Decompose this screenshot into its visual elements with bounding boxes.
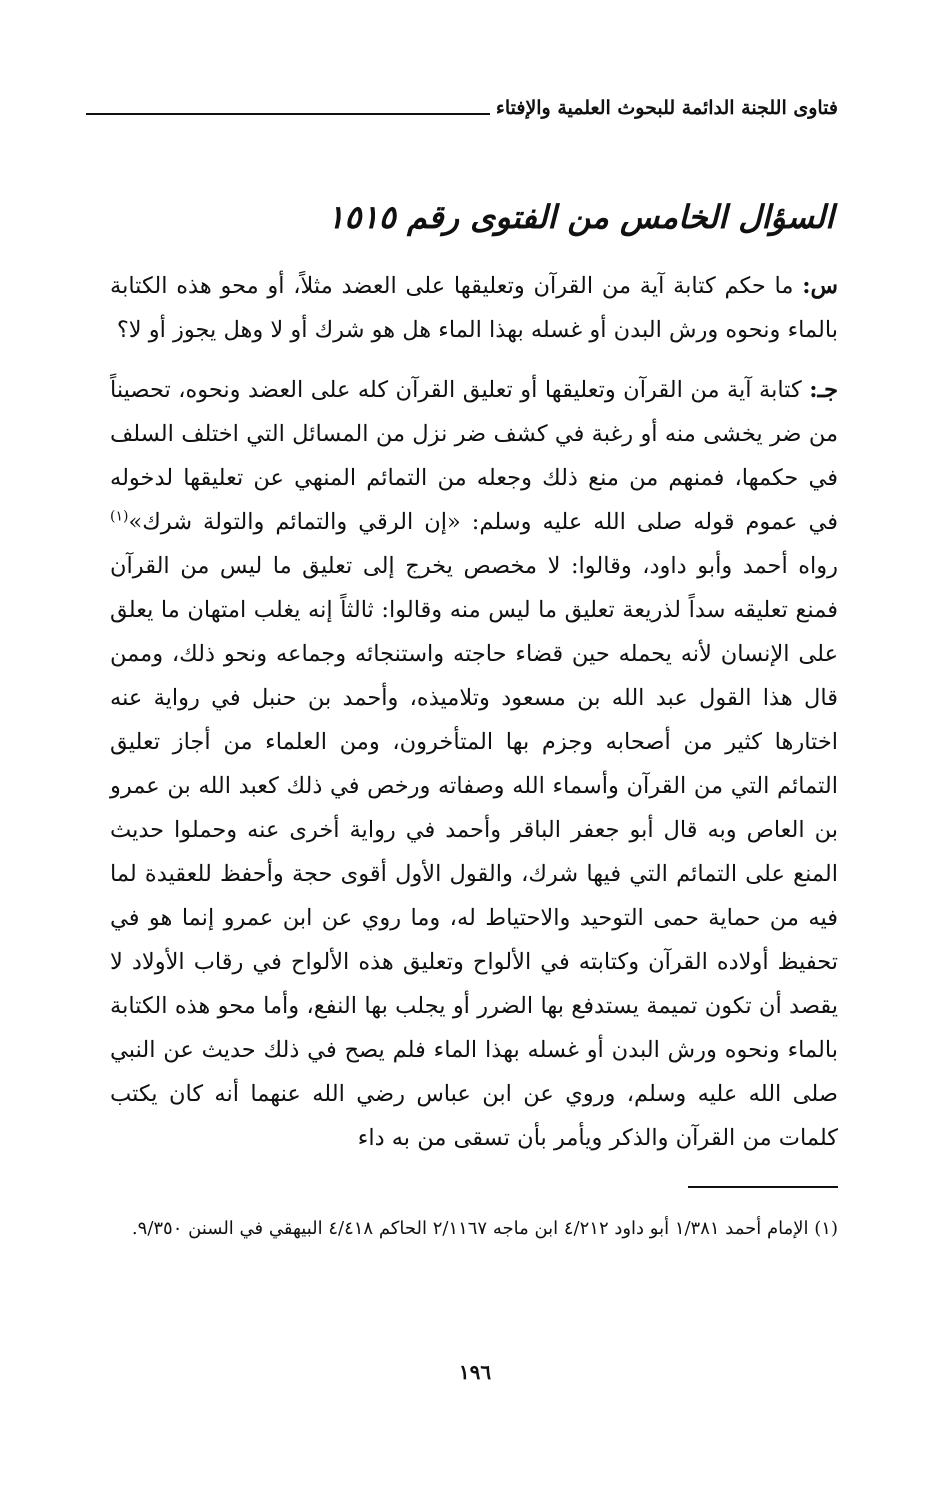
footnote-reference: (١) [110, 508, 129, 525]
answer-label: جـ: [809, 377, 838, 403]
question-paragraph [110, 264, 838, 352]
book-title: فتاوى اللجنة الدائمة للبحوث العلمية والإفتاء [495, 97, 838, 119]
answer-text-part1: كتابة آية من القرآن وتعليقها أو تعليق القرآن كله على العضد ونحوه، تحصيناً من ضر يخشى منه أو رغبة في كشف ضر نزل من المسائل التي اختلف السلف في حكمها، فمنهم من منع ذلك وجعله من التمائم المنهي عن تعليقها لدخوله في عموم قوله صلى الله عليه وسلم: «إن الرقي والتمائم والتولة شرك» [110, 377, 838, 535]
footnote-separator [688, 1186, 838, 1188]
answer-text-part2: رواه أحمد وأبو داود، وقالوا: لا مخصص يخرج إلى تعليق ما ليس من القرآن فمنع تعليقه سداً لذريعة تعليق ما ليس منه وقالوا: ثالثاً إنه يغلب امتهان ما يعلق على الإنسان لأنه يحمله حين قضاء حاجته واستنجائه وجماعه ونحو ذلك، وممن قال هذا القول عبد الله بن مسعود وتلاميذه، وأحمد بن حنبل في رواية عنه اختارها كثير من أصحابه وجزم بها المتأخرون، ومن العلماء من أجاز تعليق التمائم التي من القرآن وأسماء الله وصفاته ورخص في ذلك كعبد الله بن عمرو بن العاص وبه قال أبو جعفر الباقر وأحمد في رواية أخرى عنه وحملوا حديث المنع على التمائم التي فيها شرك، والقول الأول أقوى حجة وأحفظ للعقيدة لما فيه من حماية حمى التوحيد والاحتياط له، وما روي عن ابن عمرو إنما هو في تحفيظ أولاده القرآن وكتابته في الألواح وتعليق هذه الألواح في رقاب الأولاد لا يقصد أن تكون تميمة يستدفع بها الضرر أو يجلب بها النفع، وأما محو هذه الكتابة بالماء ونحوه ورش البدن أو غسله بهذا الماء فلم يصح في ذلك حديث عن النبي صلى الله عليه وسلم، وروي عن ابن عباس رضي الله عنهما أنه كان يكتب كلمات من القرآن والذكر ويأمر بأن تسقى من به داء [110, 553, 838, 1151]
question-label: س: [802, 273, 838, 299]
footnote: (١) الإمام أحمد ١/٣٨١ أبو داود ٤/٢١٢ ابن ماجه ٢/١١٦٧ الحاكم ٤/٤١٨ البيهقي في السنن ٩/٣٥٠. [131, 1218, 838, 1239]
page-number: ١٩٦ [458, 1360, 492, 1384]
question-text: ما حكم كتابة آية من القرآن وتعليقها على العضد مثلاً، أو محو هذه الكتابة بالماء ونحوه ورش البدن أو غسله بهذا الماء هل هو شرك أو لا وهل يجوز أو لا؟ [110, 273, 838, 343]
question-title: السؤال الخامس من الفتوى رقم ١٥١٥ [327, 198, 834, 236]
running-header [86, 88, 838, 118]
body-text [110, 264, 838, 1160]
header-rule [86, 113, 490, 115]
answer-paragraph [110, 368, 838, 1160]
